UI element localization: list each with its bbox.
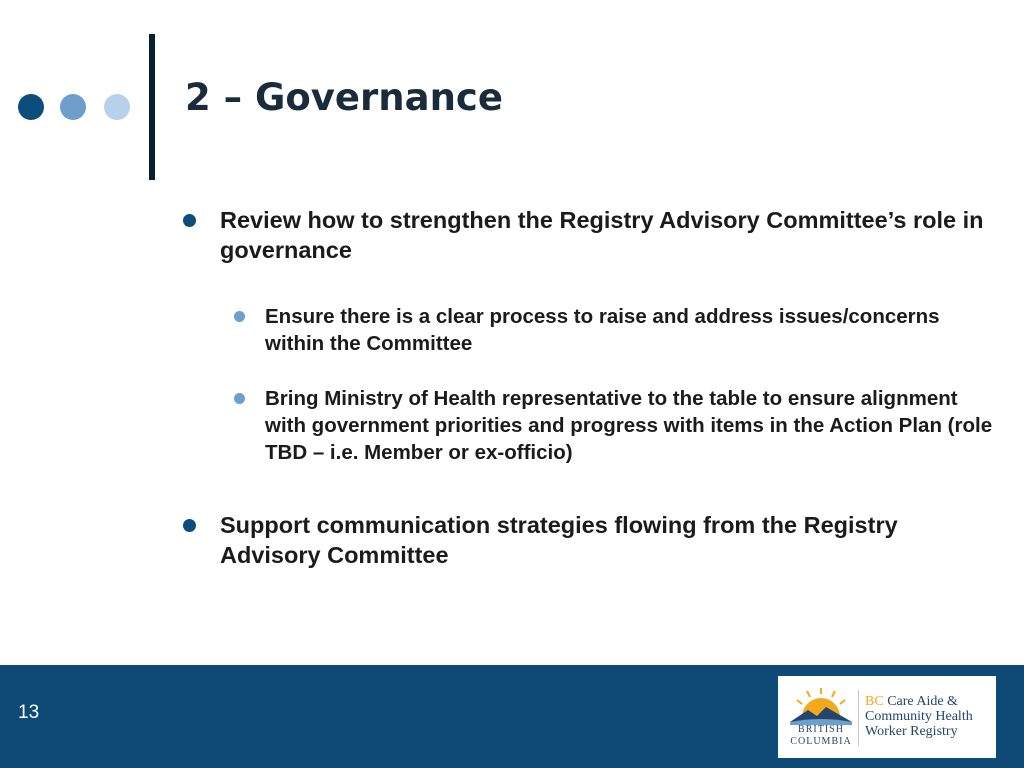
registry-line1: Care Aide &	[883, 694, 958, 709]
sub-bullet-1-text: Ensure there is a clear process to raise and address issues/concerns within the Committee	[265, 305, 940, 355]
bc-wordmark-line2: COLUMBIA	[790, 736, 852, 747]
bullet-2-text: Support communication strategies flowing from the Registry Advisory Committee	[220, 512, 898, 568]
bc-wordmark-line1: BRITISH	[798, 724, 844, 735]
bc-wordmark	[784, 724, 858, 748]
registry-line2: Community Health	[865, 709, 973, 724]
page-number: 13	[18, 702, 40, 723]
decor-dot-light	[104, 94, 130, 120]
decor-dot-mid	[60, 94, 86, 120]
bullet-marker	[183, 214, 196, 227]
bullet-1-text: Review how to strengthen the Registry Advisory Committee’s role in governance	[220, 207, 984, 263]
slide-title: 2 – Governance	[185, 76, 503, 119]
registry-wordmark	[865, 694, 973, 739]
bc-sun-mountain-icon	[784, 686, 858, 726]
sub-bullet-marker	[234, 311, 245, 322]
registry-line3: Worker Registry	[865, 724, 958, 739]
sub-bullet-marker	[234, 393, 245, 404]
bullet-marker	[183, 519, 196, 532]
decor-dot-dark	[18, 94, 44, 120]
sub-bullet-2-text: Bring Ministry of Health representative to the table to ensure alignment with government priorities and progress with items in the Action Plan (role TBD – i.e. Member or ex-officio)	[265, 387, 993, 464]
logo-separator	[858, 690, 859, 746]
registry-bc: BC	[865, 694, 884, 709]
title-divider	[149, 34, 155, 180]
registry-logo	[778, 676, 996, 758]
